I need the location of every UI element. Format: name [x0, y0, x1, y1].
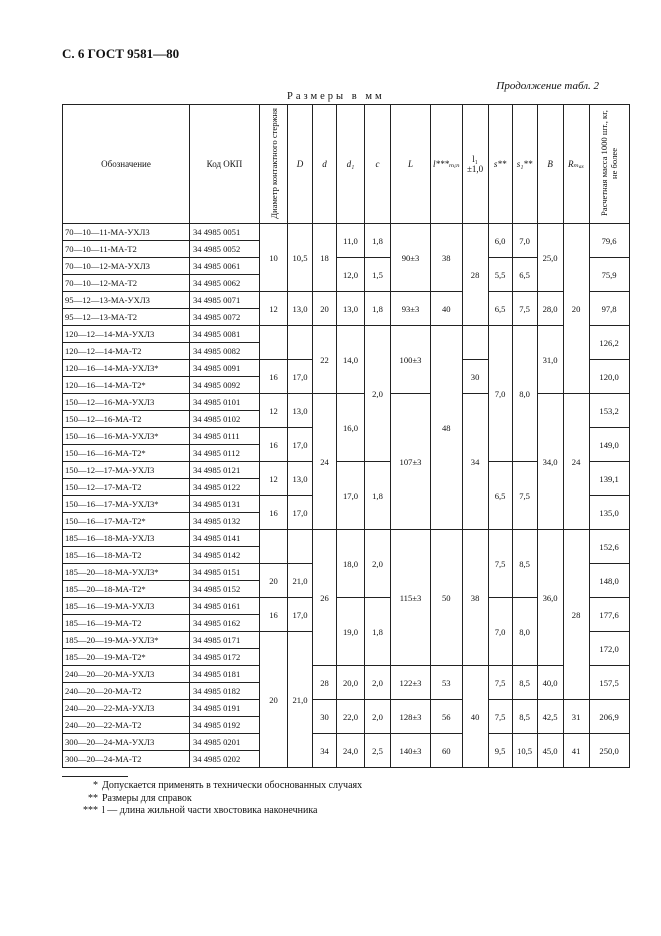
footnote-text: l — длина жильной части хвостовика наконечника [102, 805, 318, 816]
designation-cell: 150—12—17-МА-УХЛ3 [63, 462, 190, 479]
d-cell: 26 [313, 530, 337, 666]
lmin-cell: 53 [431, 666, 463, 700]
R-cell: 20 [563, 224, 589, 394]
c-cell: 1,8 [365, 224, 391, 258]
L-cell: 122±3 [391, 666, 431, 700]
notes-divider [62, 776, 128, 777]
mass-cell: 148,0 [589, 564, 629, 598]
col-d: d [313, 105, 337, 224]
mass-cell: 177,6 [589, 598, 629, 632]
c-cell: 2,5 [365, 734, 391, 768]
okp-code-cell: 34 4985 0131 [190, 496, 260, 513]
s-cell: 9,5 [488, 734, 512, 768]
designation-cell: 185—16—18-МА-УХЛ3 [63, 530, 190, 547]
col-designation: Обозначение [63, 105, 190, 224]
okp-code-cell: 34 4985 0102 [190, 411, 260, 428]
mass-cell: 149,0 [589, 428, 629, 462]
footnote [62, 805, 362, 818]
okp-code-cell: 34 4985 0122 [190, 479, 260, 496]
R-cell: 31 [563, 700, 589, 734]
mass-cell: 250,0 [589, 734, 629, 768]
okp-code-cell: 34 4985 0181 [190, 666, 260, 683]
rod-cell: 16 [260, 496, 288, 530]
s-cell: 7,5 [488, 530, 512, 598]
B-cell: 40,0 [537, 666, 563, 700]
table-body [63, 224, 630, 768]
designation-cell: 150—12—16-МА-УХЛ3 [63, 394, 190, 411]
d1-cell: 19,0 [337, 598, 365, 666]
c-cell: 1,8 [365, 598, 391, 666]
d1-cell: 13,0 [337, 292, 365, 326]
B-cell: 25,0 [537, 224, 563, 292]
B-cell: 31,0 [537, 326, 563, 394]
col-rod-diameter-label: Диаметр контактного стержня [268, 107, 279, 219]
col-D: D [288, 105, 313, 224]
table-row [63, 666, 630, 683]
okp-code-cell: 34 4985 0172 [190, 649, 260, 666]
d1-cell: 14,0 [337, 326, 365, 394]
l1-cell: 38 [462, 530, 488, 666]
footnote-mark: ** [88, 792, 98, 804]
D-cell: 17,0 [288, 598, 313, 632]
okp-code-cell: 34 4985 0101 [190, 394, 260, 411]
mass-cell: 135,0 [589, 496, 629, 530]
col-mass [589, 105, 629, 224]
rod-cell: 12 [260, 292, 288, 326]
D-cell: 13,0 [288, 292, 313, 326]
lmin-cell: 60 [431, 734, 463, 768]
mass-cell: 153,2 [589, 394, 629, 428]
okp-code-cell: 34 4985 0182 [190, 683, 260, 700]
s-cell: 7,0 [488, 598, 512, 666]
designation-cell: 120—16—14-МА-Т2* [63, 377, 190, 394]
okp-code-cell: 34 4985 0191 [190, 700, 260, 717]
s1-cell: 6,5 [512, 258, 537, 292]
d1-cell: 16,0 [337, 394, 365, 462]
L-cell: 107±3 [391, 394, 431, 530]
footnote-mark: *** [83, 805, 98, 816]
c-cell: 2,0 [365, 666, 391, 700]
c-cell: 2,0 [365, 700, 391, 734]
mass-cell: 172,0 [589, 632, 629, 666]
lmin-cell: 38 [431, 224, 463, 292]
L-cell: 93±3 [391, 292, 431, 326]
col-R: Rₘₐₓ [563, 105, 589, 224]
D-cell: 10,5 [288, 224, 313, 292]
table-row [63, 292, 630, 309]
c-cell: 1,5 [365, 258, 391, 292]
okp-code-cell: 34 4985 0171 [190, 632, 260, 649]
okp-code-cell: 34 4985 0112 [190, 445, 260, 462]
designation-cell: 185—16—18-МА-Т2 [63, 547, 190, 564]
B-cell: 36,0 [537, 530, 563, 666]
okp-code-cell: 34 4985 0121 [190, 462, 260, 479]
footnote-text: Размеры для справок [102, 792, 192, 804]
designation-cell: 240—20—20-МА-Т2 [63, 683, 190, 700]
dimensions-note: Размеры в мм [287, 91, 385, 102]
c-cell: 1,8 [365, 292, 391, 326]
mass-cell: 126,2 [589, 326, 629, 360]
designation-cell: 150—16—16-МА-УХЛ3* [63, 428, 190, 445]
L-cell: 128±3 [391, 700, 431, 734]
s1-cell: 8,5 [512, 530, 537, 598]
D-cell [288, 530, 313, 564]
okp-code-cell: 34 4985 0092 [190, 377, 260, 394]
page-header: С. 6 ГОСТ 9581—80 [62, 46, 180, 61]
D-cell: 13,0 [288, 462, 313, 496]
col-B: B [537, 105, 563, 224]
d1-cell: 24,0 [337, 734, 365, 768]
s-cell: 7,0 [488, 326, 512, 462]
D-cell [288, 326, 313, 360]
B-cell: 28,0 [537, 292, 563, 326]
okp-code-cell: 34 4985 0111 [190, 428, 260, 445]
okp-code-cell: 34 4985 0202 [190, 751, 260, 768]
rod-cell [260, 530, 288, 564]
lmin-cell: 48 [431, 326, 463, 530]
okp-code-cell: 34 4985 0081 [190, 326, 260, 343]
table-row [63, 530, 630, 547]
d1-cell: 22,0 [337, 700, 365, 734]
D-cell: 13,0 [288, 394, 313, 428]
col-L: L [391, 105, 431, 224]
footnotes [62, 780, 362, 818]
s-cell: 6,5 [488, 462, 512, 530]
s-cell: 7,5 [488, 700, 512, 734]
okp-code-cell: 34 4985 0142 [190, 547, 260, 564]
okp-code-cell: 34 4985 0132 [190, 513, 260, 530]
mass-cell: 139,1 [589, 462, 629, 496]
rod-cell: 16 [260, 598, 288, 632]
s-cell: 6,0 [488, 224, 512, 258]
okp-code-cell: 34 4985 0052 [190, 241, 260, 258]
okp-code-cell: 34 4985 0141 [190, 530, 260, 547]
lmin-cell: 40 [431, 292, 463, 326]
table-header-row [63, 105, 630, 224]
mass-cell: 97,8 [589, 292, 629, 326]
okp-code-cell: 34 4985 0082 [190, 343, 260, 360]
designation-cell: 70—10—11-МА-Т2 [63, 241, 190, 258]
designation-cell: 300—20—24-МА-Т2 [63, 751, 190, 768]
okp-code-cell: 34 4985 0151 [190, 564, 260, 581]
D-cell: 17,0 [288, 428, 313, 462]
designation-cell: 185—20—18-МА-УХЛ3* [63, 564, 190, 581]
s1-cell: 8,0 [512, 598, 537, 666]
okp-code-cell: 34 4985 0161 [190, 598, 260, 615]
okp-code-cell: 34 4985 0152 [190, 581, 260, 598]
col-l1: l₁ ±1,0 [462, 105, 488, 224]
s1-cell: 8,5 [512, 700, 537, 734]
designation-cell: 150—16—16-МА-Т2* [63, 445, 190, 462]
rod-cell: 16 [260, 428, 288, 462]
table-row [63, 224, 630, 241]
rod-cell: 12 [260, 462, 288, 496]
col-rod-diameter [260, 105, 288, 224]
okp-code-cell: 34 4985 0072 [190, 309, 260, 326]
l1-cell: 28 [462, 224, 488, 326]
rod-cell: 20 [260, 564, 288, 598]
footnote [62, 780, 362, 793]
designation-cell: 300—20—24-МА-УХЛ3 [63, 734, 190, 751]
lmin-cell: 56 [431, 700, 463, 734]
col-s1: s₁** [512, 105, 537, 224]
okp-code-cell: 34 4985 0091 [190, 360, 260, 377]
lmin-cell: 50 [431, 530, 463, 666]
d-cell: 30 [313, 700, 337, 734]
designation-cell: 150—12—17-МА-Т2 [63, 479, 190, 496]
c-cell: 2,0 [365, 530, 391, 598]
col-mass-label: Расчетная масса 1000 шт., кг, не более [599, 110, 620, 216]
table-continuation-label: Продолжение табл. 2 [496, 80, 599, 92]
B-cell: 45,0 [537, 734, 563, 768]
designation-cell: 185—20—19-МА-УХЛ3* [63, 632, 190, 649]
okp-code-cell: 34 4985 0051 [190, 224, 260, 241]
s-cell: 5,5 [488, 258, 512, 292]
c-cell: 2,0 [365, 326, 391, 462]
designation-cell: 70—10—12-МА-УХЛ3 [63, 258, 190, 275]
designation-cell: 185—20—18-МА-Т2* [63, 581, 190, 598]
l1-cell: 30 [462, 360, 488, 394]
R-cell: 24 [563, 394, 589, 530]
d-cell: 34 [313, 734, 337, 768]
mass-cell: 157,5 [589, 666, 629, 700]
d1-cell: 18,0 [337, 530, 365, 598]
s1-cell: 7,0 [512, 224, 537, 258]
footnote-mark: * [93, 780, 98, 791]
R-cell: 28 [563, 530, 589, 700]
d1-cell: 12,0 [337, 258, 365, 292]
designation-cell: 185—16—19-МА-УХЛ3 [63, 598, 190, 615]
okp-code-cell: 34 4985 0071 [190, 292, 260, 309]
s1-cell: 7,5 [512, 292, 537, 326]
designation-cell: 240—20—22-МА-Т2 [63, 717, 190, 734]
designation-cell: 95—12—13-МА-УХЛ3 [63, 292, 190, 309]
table-row [63, 700, 630, 717]
designation-cell: 240—20—20-МА-УХЛ3 [63, 666, 190, 683]
okp-code-cell: 34 4985 0162 [190, 615, 260, 632]
col-c: c [365, 105, 391, 224]
d-cell: 18 [313, 224, 337, 292]
s1-cell: 8,5 [512, 666, 537, 700]
designation-cell: 150—16—17-МА-УХЛ3* [63, 496, 190, 513]
col-l-min: l***ₘᵢₙ [431, 105, 463, 224]
okp-code-cell: 34 4985 0061 [190, 258, 260, 275]
l1-cell [462, 326, 488, 360]
designation-cell: 95—12—13-МА-Т2 [63, 309, 190, 326]
okp-code-cell: 34 4985 0201 [190, 734, 260, 751]
col-okp: Код ОКП [190, 105, 260, 224]
d-cell: 28 [313, 666, 337, 700]
rod-cell [260, 326, 288, 360]
mass-cell: 152,6 [589, 530, 629, 564]
footnote [62, 793, 362, 806]
s-cell: 6,5 [488, 292, 512, 326]
col-s: s** [488, 105, 512, 224]
dimensions-table [62, 104, 630, 768]
designation-cell: 185—16—19-МА-Т2 [63, 615, 190, 632]
okp-code-cell: 34 4985 0192 [190, 717, 260, 734]
D-cell: 17,0 [288, 360, 313, 394]
d-cell: 20 [313, 292, 337, 326]
designation-cell: 150—16—17-МА-Т2* [63, 513, 190, 530]
mass-cell: 75,9 [589, 258, 629, 292]
mass-cell: 120,0 [589, 360, 629, 394]
l1-cell: 40 [462, 666, 488, 768]
designation-cell: 185—20—19-МА-Т2* [63, 649, 190, 666]
B-cell: 34,0 [537, 394, 563, 530]
table-row [63, 394, 630, 411]
d1-cell: 20,0 [337, 666, 365, 700]
l1-cell: 34 [462, 394, 488, 530]
c-cell: 1,8 [365, 462, 391, 530]
D-cell: 21,0 [288, 632, 313, 768]
okp-code-cell: 34 4985 0062 [190, 275, 260, 292]
L-cell: 115±3 [391, 530, 431, 666]
designation-cell: 70—10—11-МА-УХЛ3 [63, 224, 190, 241]
L-cell: 140±3 [391, 734, 431, 768]
designation-cell: 120—12—14-МА-Т2 [63, 343, 190, 360]
designation-cell: 150—12—16-МА-Т2 [63, 411, 190, 428]
d-cell: 22 [313, 326, 337, 394]
s-cell: 7,5 [488, 666, 512, 700]
D-cell: 17,0 [288, 496, 313, 530]
rod-cell: 12 [260, 394, 288, 428]
s1-cell: 8,0 [512, 326, 537, 462]
col-d1: d₁ [337, 105, 365, 224]
rod-cell: 10 [260, 224, 288, 292]
s1-cell: 10,5 [512, 734, 537, 768]
L-cell: 100±3 [391, 326, 431, 394]
footnote-text: Допускается применять в технически обоснованных случаях [102, 780, 363, 791]
designation-cell: 120—16—14-МА-УХЛ3* [63, 360, 190, 377]
d1-cell: 11,0 [337, 224, 365, 258]
R-cell: 41 [563, 734, 589, 768]
D-cell: 21,0 [288, 564, 313, 598]
mass-cell: 79,6 [589, 224, 629, 258]
designation-cell: 120—12—14-МА-УХЛ3 [63, 326, 190, 343]
L-cell: 90±3 [391, 224, 431, 292]
table-row [63, 734, 630, 751]
mass-cell: 206,9 [589, 700, 629, 734]
designation-cell: 240—20—22-МА-УХЛ3 [63, 700, 190, 717]
designation-cell: 70—10—12-МА-Т2 [63, 275, 190, 292]
table-row [63, 326, 630, 343]
B-cell: 42,5 [537, 700, 563, 734]
d1-cell: 17,0 [337, 462, 365, 530]
rod-cell: 20 [260, 632, 288, 768]
rod-cell: 16 [260, 360, 288, 394]
d-cell: 24 [313, 394, 337, 530]
s1-cell: 7,5 [512, 462, 537, 530]
